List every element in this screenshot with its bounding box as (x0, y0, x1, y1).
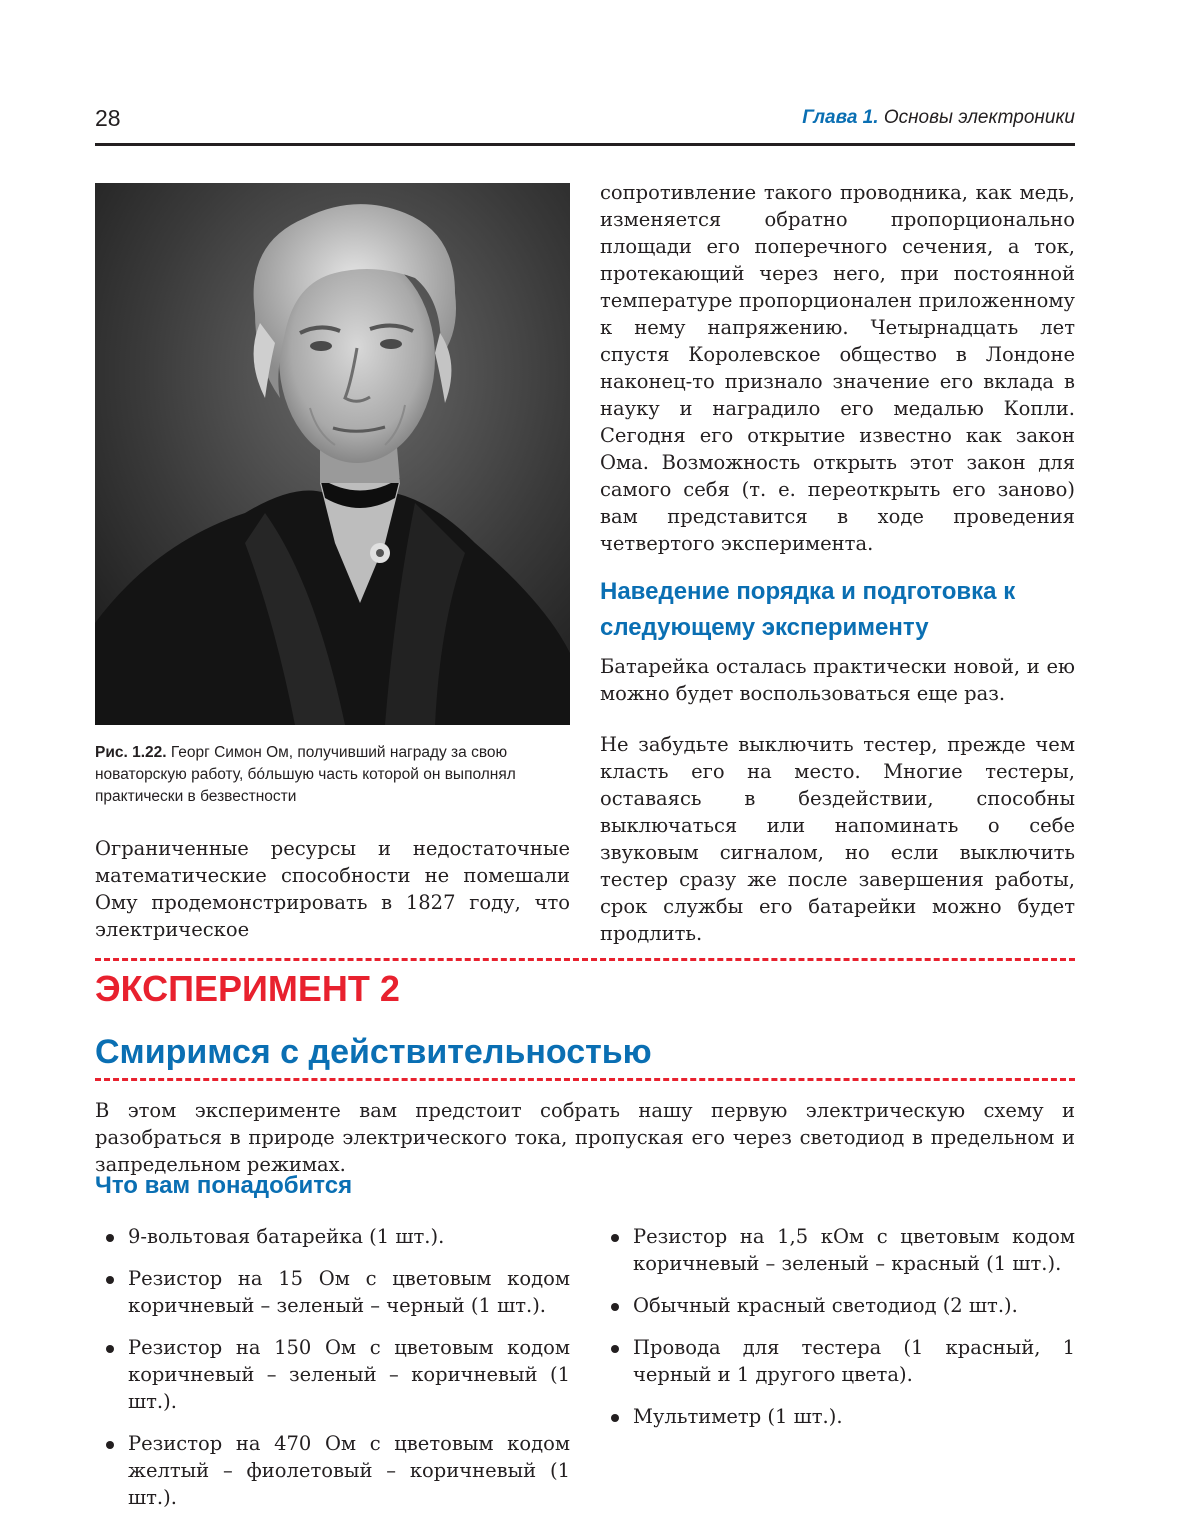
list-item (95, 1265, 570, 1319)
list-item-text: Провода для тестера (1 красный, 1 черный и 1 другого цвета). (633, 1336, 1075, 1386)
bullet-icon (611, 1414, 619, 1422)
header-rule (95, 143, 1075, 146)
list-item-text: Резистор на 150 Ом с цветовым кодом коричневый – зеленый – коричневый (1 шт.). (128, 1336, 570, 1413)
right-paragraph: сопротивление такого проводника, как медь, изменяется обратно пропорционально площади его поперечного сечения, а ток, протекающий через него, при постоянной температуре пропорционален приложенному к нему напряжению. Четырнадцать лет спустя Королевское общество в Лондоне наконец-то признало значение его вклада в науку и наградило его медалью Копли. Сегодня его открытие известно как закон Ома. Возможность открыть этот закон для самого себя (т. е. переоткрыть его заново) вам представится в ходе проведения четвертого эксперимента. (600, 181, 1075, 555)
caption-text: Георг Симон Ом, получивший награду за свою новаторскую работу, бóльшую часть которой он выполнял практически в безвестности (95, 744, 516, 805)
dashed-divider-top (95, 958, 1075, 961)
list-item (600, 1403, 1075, 1430)
cleanup-paragraph-1: Батарейка осталась практически новой, и ею можно будет воспользоваться еще раз. (600, 655, 1075, 705)
dashed-divider-bottom (95, 1078, 1075, 1081)
materials-list-left (95, 1223, 570, 1526)
experiment-title: Смиримся с действительностью (95, 1033, 652, 1071)
list-item-text: Обычный красный светодиод (2 шт.). (633, 1294, 1018, 1317)
materials-heading: Что вам понадобится (95, 1172, 353, 1199)
page-number: 28 (95, 105, 121, 131)
cleanup-heading: Наведение порядка и подготовка к следующему эксперименту (600, 578, 1016, 641)
bullet-icon (106, 1234, 114, 1242)
list-item (600, 1223, 1075, 1277)
chapter-label: Глава 1. (802, 107, 879, 128)
caption-label: Рис. 1.22. (95, 744, 167, 761)
bullet-icon (106, 1345, 114, 1353)
bullet-icon (106, 1441, 114, 1449)
list-item-text: Резистор на 1,5 кОм с цветовым кодом коричневый – зеленый – красный (1 шт.). (633, 1225, 1075, 1275)
list-item (95, 1223, 570, 1250)
list-item-text: Резистор на 15 Ом с цветовым кодом коричневый – зеленый – черный (1 шт.). (128, 1267, 570, 1317)
running-head (802, 107, 1075, 129)
list-item (95, 1334, 570, 1415)
list-item-text: Мультиметр (1 шт.). (633, 1405, 843, 1428)
materials-list-right (600, 1223, 1075, 1445)
list-item (600, 1334, 1075, 1388)
portrait-image (95, 183, 570, 725)
list-item (95, 1430, 570, 1511)
figure-caption (95, 742, 570, 808)
experiment-label: ЭКСПЕРИМЕНТ 2 (95, 968, 400, 1009)
bullet-icon (106, 1276, 114, 1284)
list-item-text: 9-вольтовая батарейка (1 шт.). (128, 1225, 445, 1248)
left-paragraph: Ограниченные ресурсы и недостаточные математические способности не помешали Ому продемонстрировать в 1827 году, что электрическое (95, 837, 570, 941)
list-item-text: Резистор на 470 Ом с цветовым кодом желтый – фиолетовый – коричневый (1 шт.). (128, 1432, 570, 1509)
chapter-title: Основы электроники (883, 107, 1075, 128)
list-item (600, 1292, 1075, 1319)
experiment-intro: В этом эксперименте вам предстоит собрать нашу первую электрическую схему и разобраться в природе электрического тока, пропуская его через светодиод в предельном и запредельном режимах. (95, 1099, 1075, 1176)
bullet-icon (611, 1345, 619, 1353)
cleanup-paragraph-2: Не забудьте выключить тестер, прежде чем класть его на место. Многие тестеры, оставаясь в бездействии, способны выключаться или напоминать о себе звуковым сигналом, но если выключить тестер сразу же после завершения работы, срок службы его батарейки можно будет продлить. (600, 733, 1075, 945)
bullet-icon (611, 1303, 619, 1311)
bullet-icon (611, 1234, 619, 1242)
